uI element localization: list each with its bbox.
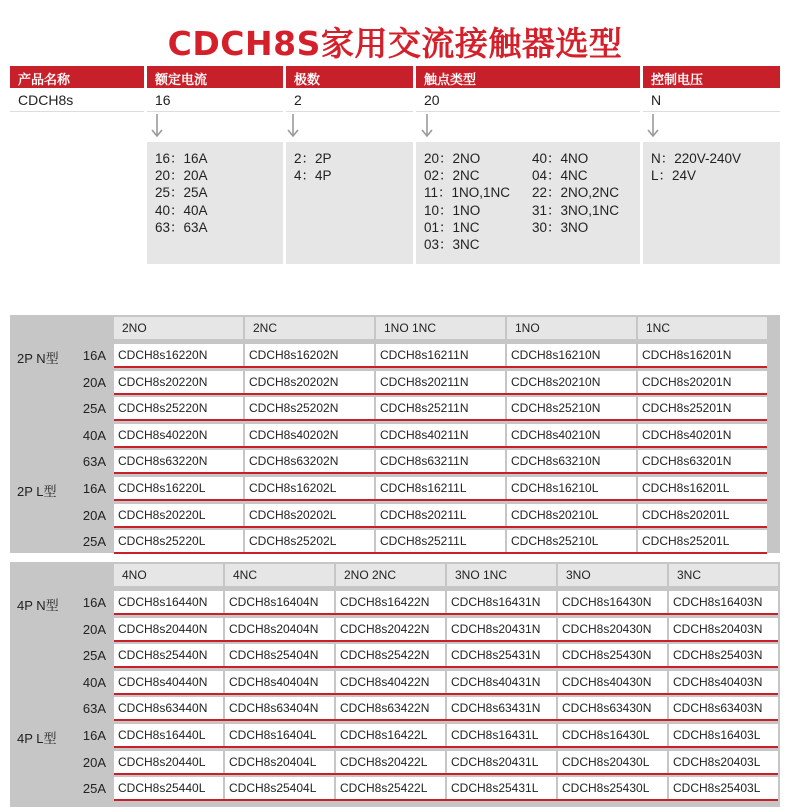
option-item: 40：40A bbox=[155, 202, 208, 218]
table-row bbox=[10, 775, 780, 801]
model-code-cell: CDCH8s16403N bbox=[669, 591, 778, 613]
model-code-cell: CDCH8s20422N bbox=[336, 618, 445, 640]
option-item: 40：4NO bbox=[532, 151, 589, 166]
model-code-cell: CDCH8s25201L bbox=[638, 530, 767, 552]
model-code-cell: CDCH8s20440N bbox=[114, 618, 223, 640]
options-control-voltage bbox=[643, 142, 780, 264]
option-item: 04：4NC bbox=[532, 168, 588, 184]
table-row bbox=[10, 528, 780, 554]
table-header-row bbox=[10, 315, 780, 341]
row-label bbox=[10, 775, 112, 801]
model-code-cell: CDCH8s20403N bbox=[669, 618, 778, 640]
model-code-cell: CDCH8s25431N bbox=[447, 644, 556, 666]
model-code-cell: CDCH8s16202N bbox=[245, 344, 374, 366]
model-code-cell: CDCH8s16201L bbox=[638, 477, 767, 499]
model-code-cell: CDCH8s20404L bbox=[225, 751, 334, 773]
column-header: 2NC bbox=[245, 317, 374, 339]
column-header: 2NO 2NC bbox=[336, 564, 445, 586]
selector-header: 产品名称 bbox=[10, 66, 144, 88]
row-group-label: 2P N型 bbox=[17, 351, 59, 366]
table-header-row bbox=[10, 562, 780, 588]
column-header: 1NO 1NC bbox=[376, 317, 505, 339]
column-header: 3NC bbox=[669, 564, 778, 586]
option-item: 2：2P bbox=[294, 151, 332, 166]
model-code-cell: CDCH8s20422L bbox=[336, 751, 445, 773]
option-item: 25：25A bbox=[155, 185, 208, 201]
model-code-cell: CDCH8s16220L bbox=[114, 477, 243, 499]
model-code-cell: CDCH8s20202N bbox=[245, 371, 374, 393]
model-code-cell: CDCH8s40422N bbox=[336, 671, 445, 693]
row-label bbox=[10, 589, 112, 615]
row-current-label: 25A bbox=[82, 534, 106, 550]
model-code-cell: CDCH8s20201L bbox=[638, 504, 767, 526]
column-header: 4NC bbox=[225, 564, 334, 586]
table-row bbox=[10, 448, 780, 474]
column-header: 2NO bbox=[114, 317, 243, 339]
model-code-cell: CDCH8s40403N bbox=[669, 671, 778, 693]
row-label bbox=[10, 616, 112, 642]
model-code-cell: CDCH8s25220N bbox=[114, 397, 243, 419]
row-accent-line bbox=[114, 799, 778, 801]
option-item: 20：2NO bbox=[424, 151, 481, 166]
model-code-cell: CDCH8s16430N bbox=[558, 591, 667, 613]
row-current-label: 20A bbox=[82, 507, 106, 523]
model-code-cell: CDCH8s40431N bbox=[447, 671, 556, 693]
model-code-cell: CDCH8s20430L bbox=[558, 751, 667, 773]
row-label bbox=[10, 695, 112, 721]
model-code-cell: CDCH8s16211L bbox=[376, 477, 505, 499]
row-accent-line bbox=[114, 552, 767, 554]
model-code-cell: CDCH8s20211N bbox=[376, 371, 505, 393]
model-code-cell: CDCH8s63440N bbox=[114, 697, 223, 719]
model-code-cell: CDCH8s16440L bbox=[114, 724, 223, 746]
row-label bbox=[10, 422, 112, 448]
table-row bbox=[10, 749, 780, 775]
selector-value: 16 bbox=[147, 88, 283, 112]
page-title: CDCH8S家用交流接触器选型 bbox=[167, 24, 623, 63]
row-current-label: 16A bbox=[82, 481, 106, 496]
model-code-cell: CDCH8s25202N bbox=[245, 397, 374, 419]
model-code-cell: CDCH8s63430N bbox=[558, 697, 667, 719]
model-code-cell: CDCH8s40430N bbox=[558, 671, 667, 693]
model-code-cell: CDCH8s63201N bbox=[638, 450, 767, 472]
table-row bbox=[10, 642, 780, 668]
model-code-cell: CDCH8s25404N bbox=[225, 644, 334, 666]
row-group-label: 4P N型 bbox=[17, 598, 59, 613]
model-code-cell: CDCH8s16422L bbox=[336, 724, 445, 746]
model-code-cell: CDCH8s20403L bbox=[669, 751, 778, 773]
row-label bbox=[10, 528, 112, 554]
model-code-cell: CDCH8s16404L bbox=[225, 724, 334, 746]
column-header: 1NC bbox=[638, 317, 767, 339]
option-item: 4：4P bbox=[294, 168, 332, 184]
model-code-cell: CDCH8s16210N bbox=[507, 344, 636, 366]
option-item: 22：2NO,2NC bbox=[532, 185, 620, 201]
model-code-cell: CDCH8s20210L bbox=[507, 504, 636, 526]
options-contact-type bbox=[416, 142, 640, 264]
row-current-label: 63A bbox=[82, 701, 106, 717]
row-current-label: 16A bbox=[82, 728, 106, 743]
arrow-down-icon bbox=[647, 114, 659, 144]
table-row bbox=[10, 669, 780, 695]
model-code-cell: CDCH8s40202N bbox=[245, 424, 374, 446]
option-item: 63：63A bbox=[155, 219, 208, 235]
row-current-label: 25A bbox=[82, 781, 106, 797]
table-row bbox=[10, 395, 780, 421]
model-code-cell: CDCH8s16201N bbox=[638, 344, 767, 366]
model-code-cell: CDCH8s25202L bbox=[245, 530, 374, 552]
model-code-cell: CDCH8s40201N bbox=[638, 424, 767, 446]
option-item: L：24V bbox=[651, 168, 697, 184]
model-code-cell: CDCH8s20202L bbox=[245, 504, 374, 526]
model-code-cell: CDCH8s63404N bbox=[225, 697, 334, 719]
model-code-cell: CDCH8s25430N bbox=[558, 644, 667, 666]
model-code-cell: CDCH8s25210N bbox=[507, 397, 636, 419]
model-selector bbox=[10, 66, 780, 308]
model-code-cell: CDCH8s20201N bbox=[638, 371, 767, 393]
selector-value: 2 bbox=[286, 88, 413, 112]
model-code-cell: CDCH8s25431L bbox=[447, 777, 556, 799]
table-row bbox=[10, 422, 780, 448]
model-code-cell: CDCH8s20211L bbox=[376, 504, 505, 526]
model-code-cell: CDCH8s25430L bbox=[558, 777, 667, 799]
row-current-label: 20A bbox=[82, 754, 106, 770]
option-item: 16：16A bbox=[155, 151, 208, 166]
arrow-down-icon bbox=[287, 114, 299, 144]
table-row bbox=[10, 695, 780, 721]
model-code-cell: CDCH8s25220L bbox=[114, 530, 243, 552]
model-code-cell: CDCH8s40404N bbox=[225, 671, 334, 693]
row-label bbox=[10, 395, 112, 421]
model-code-cell: CDCH8s25422N bbox=[336, 644, 445, 666]
model-code-cell: CDCH8s20210N bbox=[507, 371, 636, 393]
arrow-down-icon bbox=[151, 114, 163, 144]
selector-header: 控制电压 bbox=[643, 66, 780, 88]
column-header: 3NO bbox=[558, 564, 667, 586]
row-current-label: 40A bbox=[82, 674, 106, 690]
option-item: 10：1NO bbox=[424, 202, 481, 218]
options-poles bbox=[286, 142, 413, 264]
model-code-cell: CDCH8s63422N bbox=[336, 697, 445, 719]
model-code-cell: CDCH8s40211N bbox=[376, 424, 505, 446]
model-code-cell: CDCH8s20431L bbox=[447, 751, 556, 773]
selector-header: 额定电流 bbox=[147, 66, 283, 88]
column-header: 4NO bbox=[114, 564, 223, 586]
option-item: 01：1NC bbox=[424, 219, 480, 235]
options-rated-current bbox=[147, 142, 283, 264]
model-code-cell: CDCH8s40210N bbox=[507, 424, 636, 446]
row-label bbox=[10, 722, 112, 748]
row-current-label: 20A bbox=[82, 374, 106, 390]
model-code-cell: CDCH8s40220N bbox=[114, 424, 243, 446]
model-code-cell: CDCH8s25210L bbox=[507, 530, 636, 552]
row-current-label: 40A bbox=[82, 427, 106, 443]
table-row bbox=[10, 342, 780, 368]
model-code-cell: CDCH8s63211N bbox=[376, 450, 505, 472]
model-code-cell: CDCH8s25422L bbox=[336, 777, 445, 799]
row-current-label: 25A bbox=[82, 648, 106, 664]
model-code-cell: CDCH8s16430L bbox=[558, 724, 667, 746]
model-code-cell: CDCH8s25440L bbox=[114, 777, 223, 799]
row-label bbox=[10, 669, 112, 695]
model-code-cell: CDCH8s63210N bbox=[507, 450, 636, 472]
model-code-cell: CDCH8s16202L bbox=[245, 477, 374, 499]
model-code-cell: CDCH8s20220N bbox=[114, 371, 243, 393]
model-code-cell: CDCH8s25211L bbox=[376, 530, 505, 552]
row-current-label: 25A bbox=[82, 401, 106, 417]
model-code-cell: CDCH8s20220L bbox=[114, 504, 243, 526]
selector-col-rated-current bbox=[147, 66, 283, 112]
option-item: 31：3NO,1NC bbox=[532, 202, 620, 218]
row-group-label: 2P L型 bbox=[17, 484, 57, 499]
model-code-cell: CDCH8s25403N bbox=[669, 644, 778, 666]
selector-col-product-name bbox=[10, 66, 144, 112]
selector-value: CDCH8s bbox=[10, 88, 144, 112]
selector-value: N bbox=[643, 88, 780, 112]
table-row bbox=[10, 502, 780, 528]
model-code-cell: CDCH8s63220N bbox=[114, 450, 243, 472]
model-code-cell: CDCH8s25440N bbox=[114, 644, 223, 666]
row-label bbox=[10, 448, 112, 474]
model-code-cell: CDCH8s25403L bbox=[669, 777, 778, 799]
model-code-cell: CDCH8s20404N bbox=[225, 618, 334, 640]
model-code-cell: CDCH8s20440L bbox=[114, 751, 223, 773]
selector-col-poles bbox=[286, 66, 413, 112]
row-label bbox=[10, 369, 112, 395]
model-code-cell: CDCH8s25201N bbox=[638, 397, 767, 419]
model-code-cell: CDCH8s20430N bbox=[558, 618, 667, 640]
row-group-label: 4P L型 bbox=[17, 731, 57, 746]
model-code-cell: CDCH8s16422N bbox=[336, 591, 445, 613]
model-table-4p bbox=[10, 562, 780, 807]
row-current-label: 16A bbox=[82, 348, 106, 363]
model-code-cell: CDCH8s16211N bbox=[376, 344, 505, 366]
model-code-cell: CDCH8s40440N bbox=[114, 671, 223, 693]
selector-header: 触点类型 bbox=[416, 66, 640, 88]
model-code-cell: CDCH8s63403N bbox=[669, 697, 778, 719]
table-row bbox=[10, 475, 780, 501]
row-current-label: 63A bbox=[82, 454, 106, 470]
table-row bbox=[10, 369, 780, 395]
model-code-cell: CDCH8s16431L bbox=[447, 724, 556, 746]
option-item: N：220V-240V bbox=[651, 151, 742, 166]
model-code-cell: CDCH8s25211N bbox=[376, 397, 505, 419]
option-item: 02：2NC bbox=[424, 168, 480, 184]
model-code-cell: CDCH8s25404L bbox=[225, 777, 334, 799]
model-code-cell: CDCH8s20431N bbox=[447, 618, 556, 640]
selector-header: 极数 bbox=[286, 66, 413, 88]
row-current-label: 16A bbox=[82, 595, 106, 610]
selector-col-contact-type bbox=[416, 66, 640, 112]
column-header: 3NO 1NC bbox=[447, 564, 556, 586]
model-code-cell: CDCH8s16431N bbox=[447, 591, 556, 613]
model-code-cell: CDCH8s63202N bbox=[245, 450, 374, 472]
row-label bbox=[10, 749, 112, 775]
model-table-2p bbox=[10, 315, 780, 553]
option-item: 03：3NC bbox=[424, 237, 480, 253]
option-item: 11：1NO,1NC bbox=[424, 185, 511, 201]
model-code-cell: CDCH8s16404N bbox=[225, 591, 334, 613]
table-row bbox=[10, 722, 780, 748]
row-label bbox=[10, 642, 112, 668]
row-current-label: 20A bbox=[82, 621, 106, 637]
table-row bbox=[10, 616, 780, 642]
column-header: 1NO bbox=[507, 317, 636, 339]
selector-col-control-voltage bbox=[643, 66, 780, 112]
table-row bbox=[10, 589, 780, 615]
option-item: 20：20A bbox=[155, 168, 208, 184]
row-label bbox=[10, 502, 112, 528]
selector-value: 20 bbox=[416, 88, 640, 112]
model-code-cell: CDCH8s63431N bbox=[447, 697, 556, 719]
arrow-down-icon bbox=[421, 114, 433, 144]
model-code-cell: CDCH8s16440N bbox=[114, 591, 223, 613]
model-code-cell: CDCH8s16403L bbox=[669, 724, 778, 746]
row-label bbox=[10, 342, 112, 368]
row-label bbox=[10, 475, 112, 501]
model-code-cell: CDCH8s16220N bbox=[114, 344, 243, 366]
option-item: 30：3NO bbox=[532, 219, 589, 235]
model-code-cell: CDCH8s16210L bbox=[507, 477, 636, 499]
